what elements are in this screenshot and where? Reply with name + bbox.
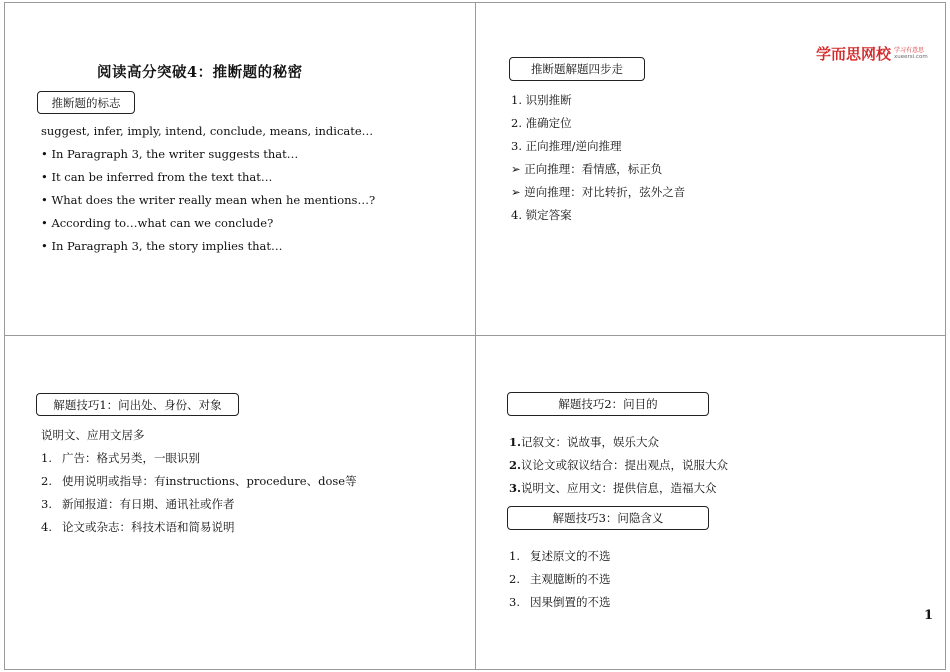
page-number: 1 (923, 608, 933, 623)
list-item-number: 1. (509, 549, 520, 563)
list-item-number: 2. (509, 572, 520, 586)
slide-panel-1 (4, 2, 476, 336)
xueersi-logo (816, 43, 928, 64)
list-item-text: 因果倒置的不选 (530, 595, 611, 609)
purpose-line (509, 435, 659, 449)
list-item-text: 复述原文的不选 (530, 549, 611, 563)
purpose-number: 3. (509, 481, 522, 495)
signal-words-line: suggest, infer, imply, intend, conclude, means, indicate… (41, 124, 374, 138)
example-question-line: • It can be inferred from the text that… (41, 170, 273, 184)
step-line: 1. 识别推断 (511, 93, 572, 107)
purpose-text: 说明文、应用文：提供信息，造福大众 (521, 481, 717, 495)
logo-slogan: 学习有意思 (894, 46, 925, 54)
slide-panel-2 (475, 2, 946, 336)
list-item-text: 论文或杂志：科技术语和简易说明 (62, 520, 235, 534)
list-item-number: 4. (41, 520, 52, 534)
section-label-box: 解题技巧1：问出处、身份、对象 (36, 393, 239, 416)
list-item-number: 3. (41, 497, 52, 511)
slide-panel-3 (4, 335, 476, 670)
slide-panel-4 (475, 335, 946, 670)
list-item-text: 主观臆断的不选 (530, 572, 611, 586)
sub-step-line: ➢ 逆向推理：对比转折，弦外之音 (511, 185, 686, 199)
list-item-number: 1. (41, 451, 52, 465)
purpose-text: 议论文或叙议结合：提出观点，说服大众 (521, 458, 729, 472)
purpose-number: 1. (509, 435, 522, 449)
example-question-line: • In Paragraph 3, the story implies that… (41, 239, 283, 253)
slide-title: 阅读高分突破4：推断题的秘密 (97, 64, 303, 81)
purpose-line (509, 458, 728, 472)
section-label-box: 解题技巧3：问隐含义 (507, 506, 709, 530)
step-line: 4. 锁定答案 (511, 208, 572, 222)
section-label-box: 解题技巧2：问目的 (507, 392, 709, 416)
example-question-line: • According to…what can we conclude? (41, 216, 274, 230)
list-item-text: 新闻报道：有日期、通讯社或作者 (62, 497, 235, 511)
example-question-line: • In Paragraph 3, the writer suggests that… (41, 147, 299, 161)
list-item-text: 使用说明或指导：有instructions、procedure、dose等 (62, 474, 357, 488)
section-label-box: 推断题的标志 (37, 91, 135, 114)
purpose-line (509, 481, 717, 495)
list-item-number: 3. (509, 595, 520, 609)
logo-text: 学而思网校 (816, 45, 892, 63)
step-line: 2. 准确定位 (511, 116, 572, 130)
list-item-text: 广告：格式另类，一眼识别 (62, 451, 200, 465)
logo-url: xueersi.com (894, 53, 928, 60)
sub-step-line: ➢ 正向推理：看情感，标正负 (511, 162, 663, 176)
purpose-text: 记叙文：说故事，娱乐大众 (521, 435, 660, 449)
step-line: 3. 正向推理/逆向推理 (511, 139, 622, 153)
logo-subtext (894, 47, 928, 61)
purpose-number: 2. (509, 458, 522, 472)
section-heading: 说明文、应用文居多 (41, 428, 145, 442)
list-item-number: 2. (41, 474, 52, 488)
example-question-line: • What does the writer really mean when he mentions…? (41, 193, 376, 207)
section-label-box: 推断题解题四步走 (509, 57, 645, 81)
